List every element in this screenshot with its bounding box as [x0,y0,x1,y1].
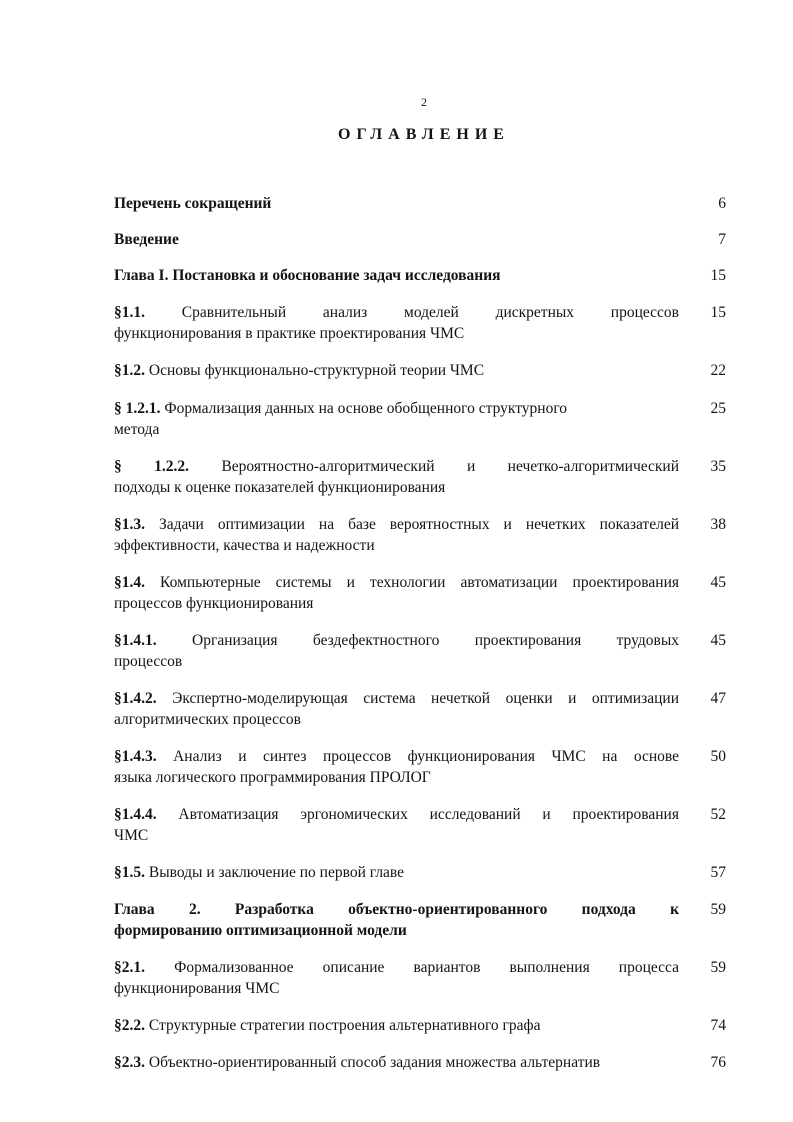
toc-entry-page: 38 [710,516,726,533]
toc-entry [114,302,726,344]
toc-entry-title-cont: ЧМС [114,827,149,844]
toc-entry [114,265,726,286]
toc-entry-page: 59 [710,901,726,918]
section-number: §1.1. [114,304,145,321]
toc-entry [114,1015,726,1036]
toc-entry [114,398,726,440]
toc-entry-page: 50 [710,748,726,765]
toc-entry-text [114,1052,679,1073]
toc-entry-title: Формализация данных на основе обобщенного структурного [160,400,568,417]
toc-entry-title: Глава 2. Разработка объектно-ориентированного подхода к [114,901,679,918]
toc-entry-text [114,862,679,883]
toc-entry-page: 15 [710,304,726,321]
toc-entry-title: Сравнительный анализ моделей дискретных процессов [145,304,679,321]
toc-entry-title-cont: процессов функционирования [114,595,314,612]
section-number: §1.2. [114,362,145,379]
toc-entry-page: 52 [710,806,726,823]
toc-entry-title: Организация бездефектностного проектирования трудовых [156,632,679,649]
section-number: §1.4.2. [114,690,157,707]
toc-entry-title: Введение [114,231,179,248]
section-number: §1.3. [114,516,145,533]
toc-entry-text [114,804,679,846]
toc-entry [114,862,726,883]
toc-entry-title: Вероятностно-алгоритмический и нечетко-алгоритмический [189,458,680,475]
toc-entry-page: 74 [710,1017,726,1034]
toc-entry-text [114,688,679,730]
toc-entry [114,630,726,672]
toc-entry [114,1052,726,1073]
toc-entry-page: 76 [710,1054,726,1071]
toc-entry-page: 45 [710,632,726,649]
toc-entry-title-cont: эффективности, качества и надежности [114,537,375,554]
toc-entry-text [114,360,679,381]
toc-entry [114,688,726,730]
toc-entry-text [114,229,679,250]
toc-entry-title: Компьютерные системы и технологии автоматизации проектирования [145,574,679,591]
toc-entry-title: Анализ и синтез процессов функционирования ЧМС на основе [156,748,679,765]
toc-entry-page: 22 [710,362,726,379]
toc-entry-page: 47 [710,690,726,707]
toc-entry-title: Структурные стратегии построения альтернативного графа [145,1017,541,1034]
toc-entry [114,572,726,614]
toc-entry-page: 25 [710,400,726,417]
section-number: §1.4. [114,574,145,591]
toc-entry-title-cont: функционирования ЧМС [114,980,280,997]
toc-entry-title: Автоматизация эргономических исследований и проектирования [156,806,679,823]
toc-entry [114,899,726,941]
toc-entry-text [114,630,679,672]
toc-entry-text [114,572,679,614]
toc-entry-title: Объектно-ориентированный способ задания множества альтернатив [145,1054,601,1071]
toc-entry-title-cont: алгоритмических процессов [114,711,301,728]
toc-entry-text [114,193,679,214]
table-of-contents [114,193,726,1073]
section-number: §2.2. [114,1017,145,1034]
section-number: §1.5. [114,864,145,881]
toc-entry [114,193,726,214]
toc-entry-text [114,302,679,344]
section-number: §1.4.1. [114,632,157,649]
toc-entry [114,456,726,498]
toc-entry-title: Формализованное описание вариантов выполнения процесса [145,959,679,976]
section-number: §1.4.4. [114,806,157,823]
toc-entry [114,957,726,999]
toc-entry [114,804,726,846]
toc-entry-page: 7 [718,231,726,248]
toc-entry-page: 45 [710,574,726,591]
page-number: 2 [421,95,427,109]
toc-entry [114,360,726,381]
toc-entry-text [114,899,679,941]
toc-entry-title-cont: подходы к оценке показателей функционирования [114,479,446,496]
toc-entry-text [114,398,644,440]
toc-entry-title: Задачи оптимизации на базе вероятностных и нечетких показателей [145,516,679,533]
toc-entry-title: Перечень сокращений [114,195,272,212]
toc-entry-page: 35 [710,458,726,475]
toc-entry-title-cont: процессов [114,653,183,670]
toc-entry-text [114,746,679,788]
toc-entry-title-cont: функционирования в практике проектирования ЧМС [114,325,465,342]
toc-entry-page: 6 [718,195,726,212]
section-number: §2.1. [114,959,145,976]
toc-entry-page: 59 [710,959,726,976]
toc-entry-page: 57 [710,864,726,881]
section-number: §1.4.3. [114,748,157,765]
section-number: § 1.2.2. [114,458,190,475]
toc-entry-title-cont: языка логического программирования ПРОЛОГ [114,769,431,786]
toc-entry-text [114,957,679,999]
toc-entry-text [114,265,679,286]
section-number: §2.3. [114,1054,145,1071]
toc-entry [114,229,726,250]
toc-entry [114,746,726,788]
toc-entry-title-cont: метода [114,421,160,438]
toc-entry [114,514,726,556]
section-number: § 1.2.1. [114,400,161,417]
toc-entry-title: Экспертно-моделирующая система нечеткой оценки и оптимизации [156,690,679,707]
toc-entry-text [114,514,679,556]
page-title: ОГЛАВЛЕНИЕ [338,126,510,143]
toc-entry-title: Глава I. Постановка и обоснование задач исследования [114,267,501,284]
toc-entry-title: Выводы и заключение по первой главе [145,864,405,881]
toc-entry-text [114,1015,679,1036]
toc-entry-page: 15 [710,267,726,284]
toc-entry-title: Основы функционально-структурной теории ЧМС [145,362,485,379]
toc-entry-title-cont: формированию оптимизационной модели [114,922,407,939]
toc-entry-text [114,456,679,498]
